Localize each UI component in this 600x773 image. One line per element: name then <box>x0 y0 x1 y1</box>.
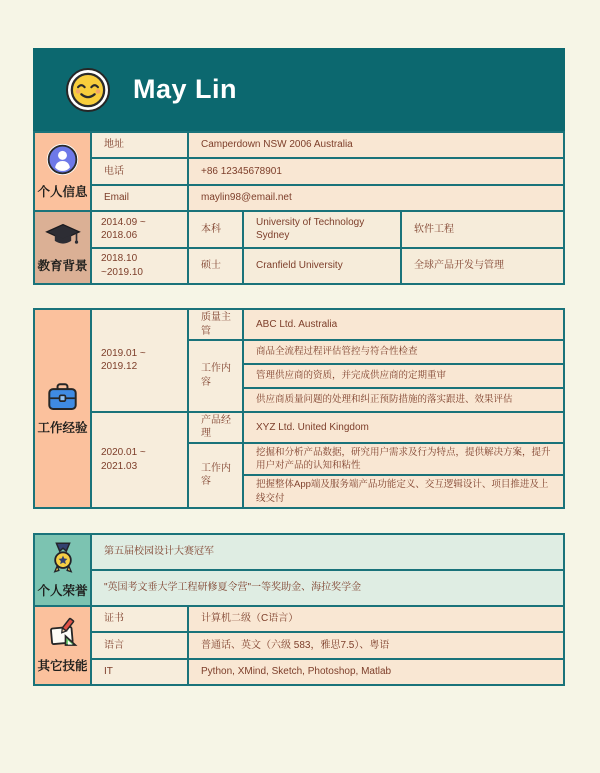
job-duty-item: 把握整体App端及服务端产品功能定义、交互逻辑设计、项目推进及上线交付 <box>244 474 563 507</box>
job-title-row <box>189 310 563 339</box>
sidebar-education <box>35 212 92 283</box>
job-duties <box>189 339 563 411</box>
honor-item: 第五届校园设计大赛冠军 <box>92 535 563 569</box>
job-duty-label: 工作内容 <box>189 444 244 507</box>
field-value: 计算机二级（C语言） <box>189 607 563 631</box>
education-degree: 硕士 <box>189 249 244 284</box>
sidebar-personal-info <box>35 133 92 210</box>
job-duty-item: 商品全流程过程评估管控与符合性检查 <box>244 341 563 363</box>
medal-icon <box>49 542 77 575</box>
honor-row <box>92 569 563 605</box>
honor-item: "英国考文垂大学工程研修夏令营"一等奖助金、海拉奖学金 <box>92 571 563 605</box>
section-label: 工作经验 <box>37 420 88 435</box>
field-value: Python, XMind, Sketch, Photoshop, Matlab <box>189 660 563 684</box>
personal-row-email <box>92 184 563 210</box>
field-value: +86 12345678901 <box>189 159 563 183</box>
section-honors <box>33 533 565 607</box>
section-label: 个人信息 <box>37 185 88 199</box>
job-title-row <box>189 413 563 442</box>
notepad-pencil-icon <box>46 617 80 650</box>
sidebar-skills <box>35 607 92 684</box>
field-label: IT <box>92 660 189 684</box>
job-duty-item: 供应商质量问题的处理和纠正预防措施的落实跟进、效果评估 <box>244 387 563 411</box>
avatar <box>66 68 110 112</box>
sidebar-honors <box>35 535 92 605</box>
sidebar-work-experience <box>35 310 92 507</box>
field-label: Email <box>92 186 189 210</box>
person-icon <box>46 143 79 176</box>
honor-row <box>92 535 563 569</box>
field-label: 证书 <box>92 607 189 631</box>
job-duties <box>189 442 563 507</box>
education-degree: 本科 <box>189 212 244 247</box>
personal-row-address <box>92 133 563 157</box>
field-label: 地址 <box>92 133 189 157</box>
skill-row-language <box>92 631 563 657</box>
field-label: 电话 <box>92 159 189 183</box>
resume-card <box>33 48 565 686</box>
job-duty-item: 管理供应商的资质，并完成供应商的定期重审 <box>244 363 563 387</box>
field-value: maylin98@email.net <box>189 186 563 210</box>
smiley-face-icon <box>69 71 107 109</box>
section-label: 个人荣誉 <box>37 583 88 598</box>
job-title-label: 产品经理 <box>189 413 244 442</box>
education-row <box>92 212 563 247</box>
job-period: 2020.01 ~ 2021.03 <box>92 413 189 507</box>
education-period: 2018.10 ~2019.10 <box>92 249 189 284</box>
skill-row-it <box>92 658 563 684</box>
field-value: 普通话、英文（六级 583，雅思7.5）、粤语 <box>189 633 563 657</box>
education-school: University of Technology Sydney <box>244 212 402 247</box>
candidate-name: May Lin <box>133 74 238 104</box>
job-company: ABC Ltd. Australia <box>244 310 563 339</box>
section-work-experience <box>33 308 565 509</box>
section-label: 教育背景 <box>37 258 88 273</box>
section-label: 其它技能 <box>37 659 88 673</box>
personal-row-phone <box>92 157 563 183</box>
section-education <box>33 210 565 285</box>
header-banner <box>33 48 565 131</box>
graduation-cap-icon <box>45 222 81 250</box>
education-major: 软件工程 <box>402 212 563 247</box>
work-job <box>92 411 563 507</box>
job-period: 2019.01 ~ 2019.12 <box>92 310 189 411</box>
job-duty-item: 挖掘和分析产品数据，研究用户需求及行为特点，提供解决方案，提升用户对产品的认知和粘性 <box>244 444 563 475</box>
section-skills <box>33 605 565 686</box>
education-period: 2014.09 ~ 2018.06 <box>92 212 189 247</box>
work-job <box>92 310 563 411</box>
section-personal-info <box>33 131 565 212</box>
education-row <box>92 247 563 284</box>
job-duty-label: 工作内容 <box>189 341 244 411</box>
job-title-label: 质量主管 <box>189 310 244 339</box>
education-major: 全球产品开发与管理 <box>402 249 563 284</box>
briefcase-icon <box>46 382 79 412</box>
skill-row-certificate <box>92 607 563 631</box>
education-school: Cranfield University <box>244 249 402 284</box>
job-company: XYZ Ltd. United Kingdom <box>244 413 563 442</box>
field-label: 语言 <box>92 633 189 657</box>
field-value: Camperdown NSW 2006 Australia <box>189 133 563 157</box>
